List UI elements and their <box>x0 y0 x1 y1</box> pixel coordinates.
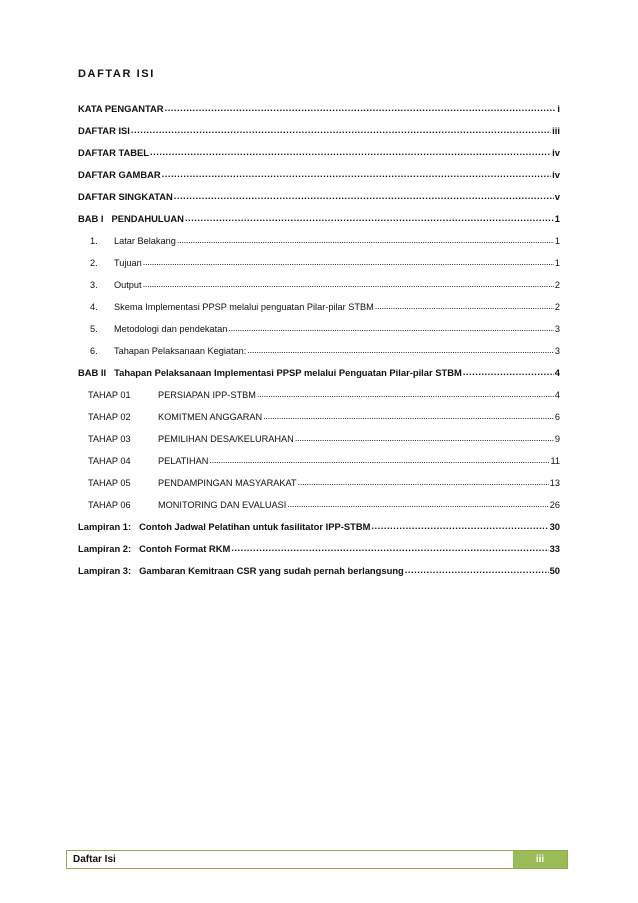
toc-entry-page: iii <box>552 125 560 136</box>
toc-entry-page: i <box>557 103 560 114</box>
toc-entry-label: Metodologi dan pendekatan <box>114 324 228 334</box>
toc-entry[interactable] <box>78 476 560 498</box>
toc-leader-dots <box>162 168 552 178</box>
toc-leader-dots <box>185 212 554 222</box>
toc-leader-dots <box>209 454 549 464</box>
toc-leader-dots <box>247 344 554 354</box>
toc-entry-number: TAHAP 01 <box>88 390 131 400</box>
toc-entry-page: 11 <box>550 456 560 466</box>
toc-entry-label: Gambaran Kemitraan CSR yang sudah pernah berlangsung <box>139 565 404 576</box>
toc-leader-dots <box>263 410 554 420</box>
toc-entry-label: MONITORING DAN EVALUASI <box>158 500 287 510</box>
toc-entry-page: 9 <box>554 434 560 444</box>
toc-entry-page: iv <box>552 169 560 180</box>
toc-entry[interactable] <box>78 256 560 278</box>
toc-leader-dots <box>150 146 551 156</box>
toc-entry[interactable] <box>78 344 560 366</box>
toc-leader-dots <box>295 432 554 442</box>
toc-entry-page: 2 <box>554 302 560 312</box>
toc-leader-dots <box>228 322 553 332</box>
toc-entry-number: Lampiran 2: <box>78 543 132 554</box>
toc-entry-label: Output <box>114 280 142 290</box>
toc-entry-label: DAFTAR TABEL <box>78 147 149 158</box>
toc-entry-number: 1. <box>90 236 98 246</box>
toc-entry-label: PERSIAPAN IPP-STBM <box>158 390 256 400</box>
toc-entry-page: 4 <box>554 390 560 400</box>
toc-entry-page: 6 <box>554 412 560 422</box>
toc-entry[interactable] <box>78 564 560 586</box>
toc-entry-label: PENDAMPINGAN MASYARAKAT <box>158 478 297 488</box>
toc-leader-dots <box>131 124 551 134</box>
toc-entry-page: 1 <box>554 236 560 246</box>
toc-leader-dots <box>165 102 557 112</box>
toc-entry-number: TAHAP 02 <box>88 412 131 422</box>
toc-entry-page: 1 <box>554 258 560 268</box>
toc-entry[interactable] <box>78 146 560 168</box>
toc-leader-dots <box>143 278 554 288</box>
toc-entry-number: BAB II <box>78 367 107 378</box>
toc-entry-label: KATA PENGANTAR <box>78 103 164 114</box>
toc-leader-dots <box>375 300 554 310</box>
toc-entry[interactable] <box>78 542 560 564</box>
toc-leader-dots <box>405 564 549 574</box>
toc-entry-number: 3. <box>90 280 98 290</box>
toc-entry-page: iv <box>552 147 560 158</box>
toc-entry-number: Lampiran 1: <box>78 521 132 532</box>
toc-entry[interactable] <box>78 278 560 300</box>
toc-entry[interactable] <box>78 190 560 212</box>
toc-entry-label: PEMILIHAN DESA/KELURAHAN <box>158 434 294 444</box>
toc-entry-label: Contoh Jadwal Pelatihan untuk fasilitator IPP-STBM <box>139 521 371 532</box>
toc-entry[interactable] <box>78 366 560 388</box>
toc-entry-page: 30 <box>549 521 560 532</box>
toc-entry-number: 2. <box>90 258 98 268</box>
toc-entry[interactable] <box>78 432 560 454</box>
toc-entry[interactable] <box>78 322 560 344</box>
toc-leader-dots <box>371 520 548 530</box>
toc-entry[interactable] <box>78 388 560 410</box>
toc-entry-page: 2 <box>554 280 560 290</box>
toc-entry-label: Contoh Format RKM <box>139 543 231 554</box>
toc-entry-number: TAHAP 03 <box>88 434 131 444</box>
toc-entry-number: TAHAP 04 <box>88 456 131 466</box>
toc-entry[interactable] <box>78 124 560 146</box>
toc-entry-page: 26 <box>549 500 560 510</box>
toc-entry-label: DAFTAR SINGKATAN <box>78 191 173 202</box>
toc-leader-dots <box>143 256 554 266</box>
toc-entry-label: Tujuan <box>114 258 142 268</box>
toc-leader-dots <box>257 388 554 398</box>
toc-entry[interactable] <box>78 234 560 256</box>
toc-entry[interactable] <box>78 520 560 542</box>
toc-entry[interactable] <box>78 498 560 520</box>
toc-entry[interactable] <box>78 102 560 124</box>
toc-entry-number: Lampiran 3: <box>78 565 132 576</box>
toc-leader-dots <box>231 542 548 552</box>
toc-entry-label: Tahapan Pelaksanaan Kegiatan: <box>114 346 247 356</box>
footer-label: Daftar Isi <box>73 854 116 865</box>
table-of-contents <box>78 102 560 586</box>
toc-entry-number: BAB I <box>78 213 104 224</box>
toc-entry-label: DAFTAR GAMBAR <box>78 169 161 180</box>
toc-entry-label: DAFTAR ISI <box>78 125 130 136</box>
toc-entry-page: 4 <box>554 367 560 378</box>
footer-page-number: iii <box>513 851 567 868</box>
toc-entry-number: 6. <box>90 346 98 356</box>
toc-entry[interactable] <box>78 168 560 190</box>
toc-entry-label: PELATIHAN <box>158 456 209 466</box>
toc-entry-label: Skema Implementasi PPSP melalui penguatan Pilar-pilar STBM <box>114 302 374 312</box>
toc-leader-dots <box>287 498 548 508</box>
toc-entry-page: 50 <box>549 565 560 576</box>
toc-entry-page: 3 <box>554 324 560 334</box>
toc-entry[interactable] <box>78 300 560 322</box>
toc-leader-dots <box>177 234 554 244</box>
page-footer <box>66 850 568 869</box>
page-title: DAFTAR ISI <box>78 68 155 80</box>
toc-leader-dots <box>174 190 554 200</box>
toc-entry-label: Tahapan Pelaksanaan Implementasi PPSP melalui Penguatan Pilar-pilar STBM <box>114 367 462 378</box>
toc-leader-dots <box>463 366 554 376</box>
toc-entry-page: 1 <box>554 213 560 224</box>
toc-entry-number: 4. <box>90 302 98 312</box>
toc-entry[interactable] <box>78 454 560 476</box>
toc-entry-number: TAHAP 05 <box>88 478 131 488</box>
toc-entry[interactable] <box>78 212 560 234</box>
toc-entry-number: 5. <box>90 324 98 334</box>
toc-entry-page: 33 <box>549 543 560 554</box>
toc-entry[interactable] <box>78 410 560 432</box>
toc-entry-page: 3 <box>554 346 560 356</box>
toc-entry-page: 13 <box>549 478 560 488</box>
toc-entry-label: Latar Belakang <box>114 236 176 246</box>
toc-entry-label: PENDAHULUAN <box>111 213 184 224</box>
toc-entry-label: KOMITMEN ANGGARAN <box>158 412 263 422</box>
toc-leader-dots <box>298 476 549 486</box>
toc-entry-page: v <box>554 191 560 202</box>
toc-entry-number: TAHAP 06 <box>88 500 131 510</box>
